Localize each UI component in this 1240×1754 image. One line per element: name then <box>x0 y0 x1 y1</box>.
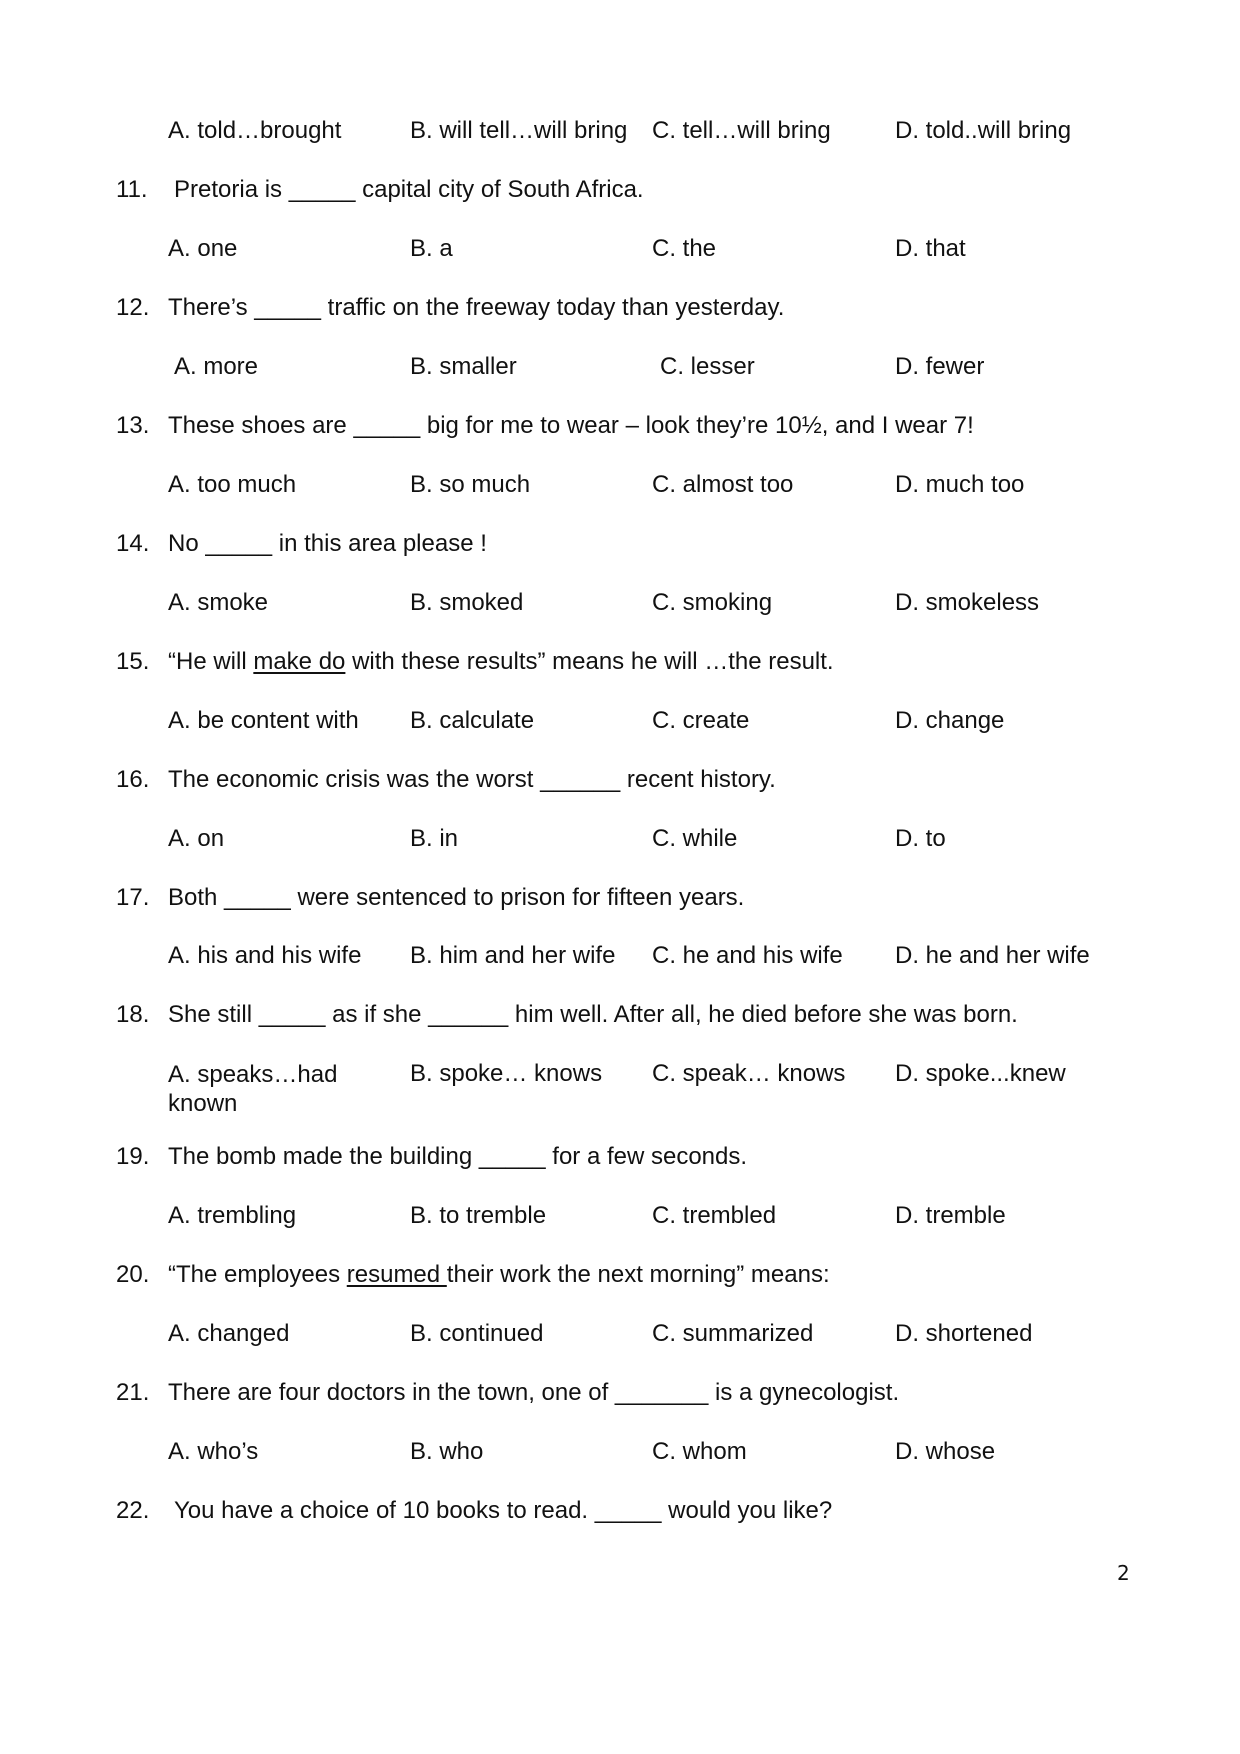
question-text: Both _____ were sentenced to prison for fifteen years. <box>168 884 745 911</box>
option-d: D. to <box>895 825 946 852</box>
underlined-phrase: resumed <box>346 1261 447 1288</box>
question-text: Pretoria is _____ capital city of South Africa. <box>174 176 644 203</box>
question-number: 11. <box>116 176 148 203</box>
option-d: D. tremble <box>895 1202 1006 1229</box>
question-text: You have a choice of 10 books to read. _____ would you like? <box>174 1497 833 1524</box>
option-a: A. trembling <box>168 1202 297 1229</box>
page-number: 2 <box>1117 1561 1130 1585</box>
question-number: 22. <box>116 1497 150 1524</box>
option-c: C. trembled <box>652 1202 777 1229</box>
option-b: B. him and her wife <box>410 942 616 969</box>
option-d: D. much too <box>895 471 1025 498</box>
option-d: D. change <box>895 707 1005 734</box>
option-c: C. summarized <box>652 1320 814 1347</box>
option-d: D. shortened <box>895 1320 1033 1347</box>
question-number: 17. <box>116 884 150 911</box>
option-b: B. calculate <box>410 707 535 734</box>
question-text <box>168 1261 830 1289</box>
option-d: D. whose <box>895 1438 996 1465</box>
option-b: B. to tremble <box>410 1202 547 1229</box>
question-number: 13. <box>116 412 150 439</box>
option-b: B. smaller <box>410 353 517 380</box>
option-b: B. continued <box>410 1320 544 1347</box>
question-number: 12. <box>116 294 150 321</box>
option-c: C. speak… knows <box>652 1060 846 1087</box>
question-text: The bomb made the building _____ for a few seconds. <box>168 1143 748 1170</box>
question-number: 20. <box>116 1261 150 1288</box>
option-a: A. told…brought <box>168 117 342 144</box>
option-a: A. be content with <box>168 707 359 734</box>
option-a: A. one <box>168 235 238 262</box>
option-c: C. create <box>652 707 750 734</box>
question-text: There are four doctors in the town, one of _______ is a gynecologist. <box>168 1379 900 1406</box>
option-b: B. spoke… knows <box>410 1060 603 1087</box>
stem-after: their work the next morning” means: <box>446 1261 830 1288</box>
stem-before: “He will <box>168 648 254 675</box>
question-number: 19. <box>116 1143 150 1170</box>
option-d: D. smokeless <box>895 589 1040 616</box>
option-a: A. his and his wife <box>168 942 362 969</box>
question-number: 15. <box>116 648 150 675</box>
option-a: A. smoke <box>168 589 269 616</box>
underlined-phrase: make do <box>253 648 346 675</box>
option-b: B. a <box>410 235 453 262</box>
stem-before: “The employees <box>168 1261 347 1288</box>
option-d: D. told..will bring <box>895 117 1072 144</box>
question-number: 14. <box>116 530 150 557</box>
option-b: B. smoked <box>410 589 524 616</box>
option-a: A. on <box>168 825 225 852</box>
question-number: 18. <box>116 1001 150 1028</box>
option-b: B. who <box>410 1438 484 1465</box>
option-c: C. the <box>652 235 717 262</box>
question-number: 16. <box>116 766 150 793</box>
option-c: C. lesser <box>660 353 755 380</box>
option-c: C. smoking <box>652 589 773 616</box>
option-b: B. will tell…will bring <box>410 117 628 144</box>
question-text: No _____ in this area please ! <box>168 530 487 557</box>
option-d: D. that <box>895 235 966 262</box>
option-a: A. more <box>174 353 259 380</box>
option-c: C. almost too <box>652 471 794 498</box>
option-c: C. tell…will bring <box>652 117 831 144</box>
option-a: A. who’s <box>168 1438 259 1465</box>
question-number: 21. <box>116 1379 150 1406</box>
option-b: B. in <box>410 825 459 852</box>
question-text: She still _____ as if she ______ him well. After all, he died before she was born. <box>168 1001 1018 1028</box>
question-text: There’s _____ traffic on the freeway today than yesterday. <box>168 294 785 321</box>
option-a: A. changed <box>168 1320 290 1347</box>
stem-after: with these results” means he will …the result. <box>345 648 834 675</box>
question-text: These shoes are _____ big for me to wear – look they’re 10½, and I wear 7! <box>168 412 974 439</box>
option-b: B. so much <box>410 471 531 498</box>
option-c: C. while <box>652 825 738 852</box>
option-d: D. spoke...knew <box>895 1060 1066 1087</box>
option-c: C. whom <box>652 1438 747 1465</box>
question-text <box>168 648 834 676</box>
option-a: A. too much <box>168 471 297 498</box>
option-a: A. speaks…had known <box>168 1061 338 1117</box>
question-text: The economic crisis was the worst ______ recent history. <box>168 766 776 793</box>
option-d: D. fewer <box>895 353 985 380</box>
option-d: D. he and her wife <box>895 942 1090 969</box>
option-c: C. he and his wife <box>652 942 843 969</box>
